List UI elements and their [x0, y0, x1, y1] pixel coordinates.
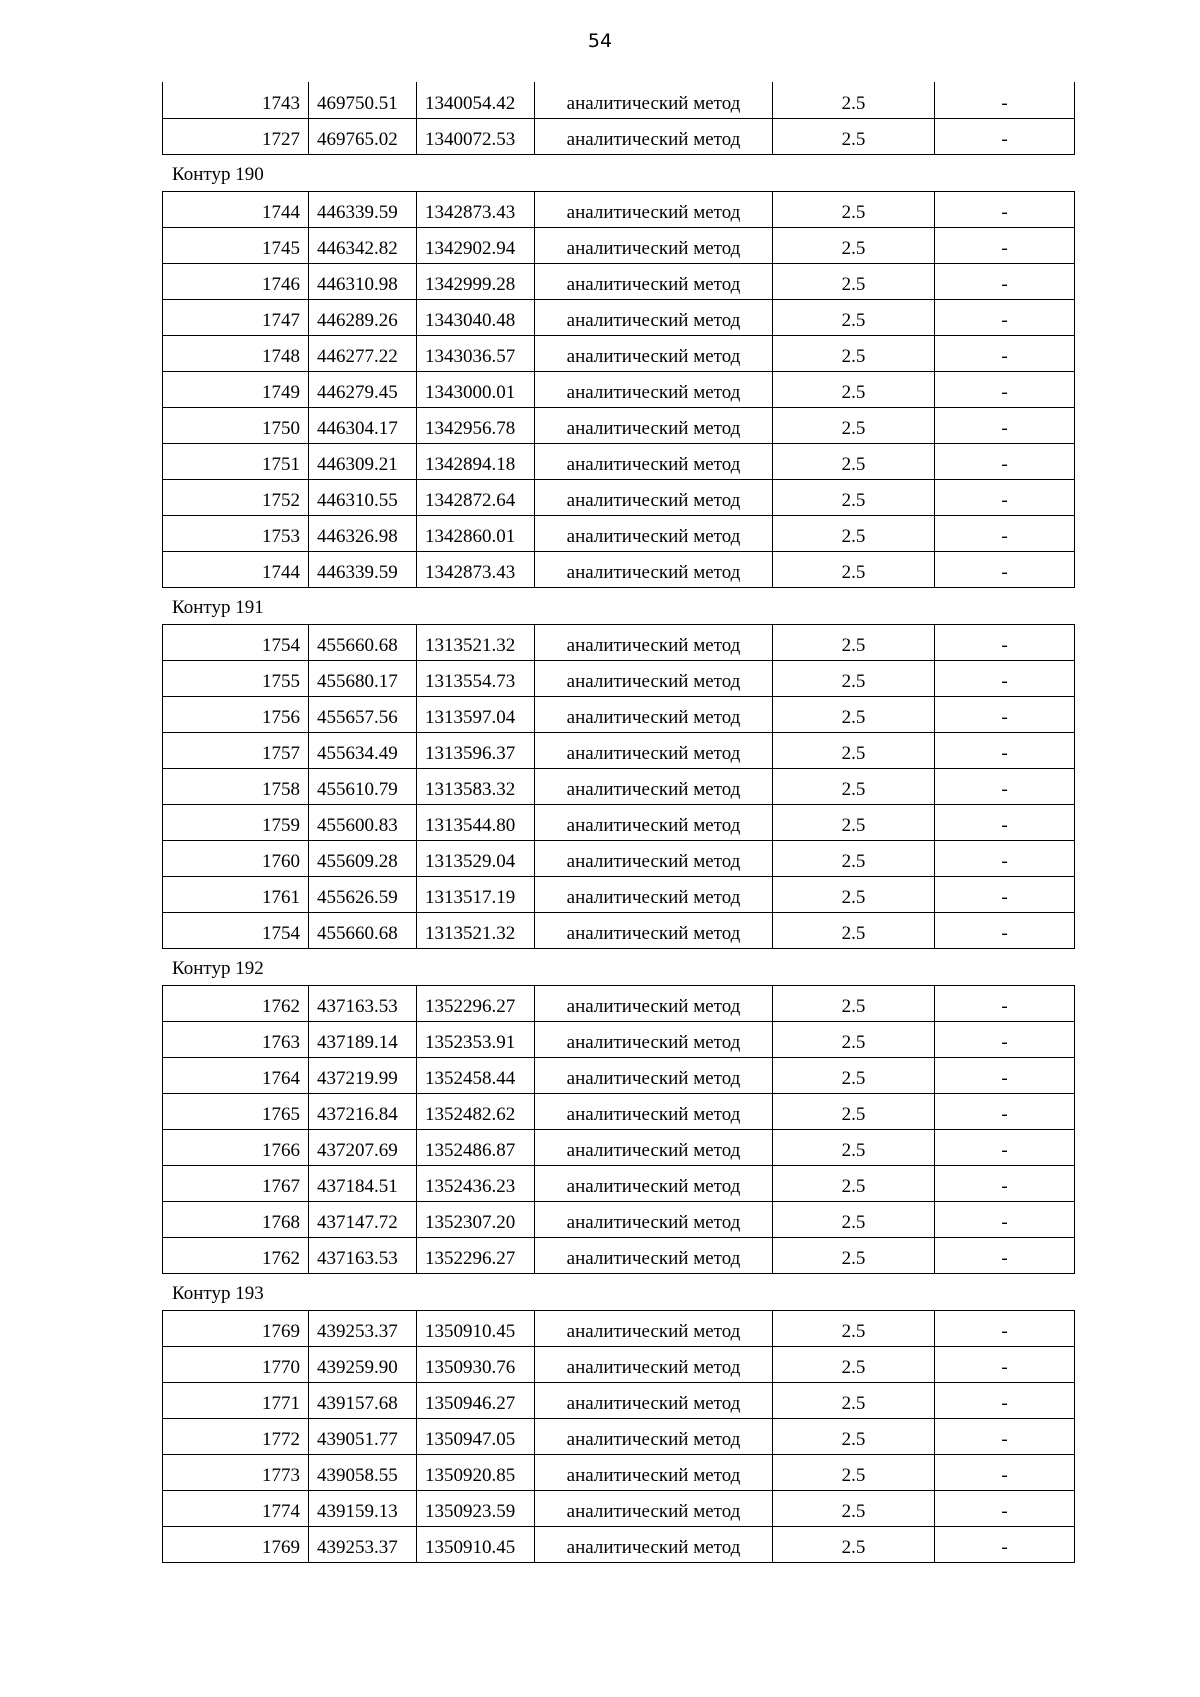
dash-cell: -	[935, 912, 1075, 948]
accuracy-cell: 2.5	[773, 1093, 935, 1129]
point-number-cell: 1764	[163, 1057, 309, 1093]
accuracy-cell: 2.5	[773, 1057, 935, 1093]
dash-cell: -	[935, 1237, 1075, 1273]
point-number-cell: 1745	[163, 227, 309, 263]
point-number-cell: 1772	[163, 1418, 309, 1454]
x-coordinate-cell: 437163.53	[309, 1237, 417, 1273]
x-coordinate-cell: 455626.59	[309, 876, 417, 912]
x-coordinate-cell: 437163.53	[309, 985, 417, 1021]
table-row	[163, 227, 1075, 263]
dash-cell: -	[935, 1346, 1075, 1382]
x-coordinate-cell: 455610.79	[309, 768, 417, 804]
x-coordinate-cell: 446342.82	[309, 227, 417, 263]
table-row	[163, 1201, 1075, 1237]
accuracy-cell: 2.5	[773, 191, 935, 227]
point-number-cell: 1769	[163, 1310, 309, 1346]
coordinates-table	[162, 624, 1075, 949]
dash-cell: -	[935, 263, 1075, 299]
table-row	[163, 768, 1075, 804]
dash-cell: -	[935, 1454, 1075, 1490]
method-cell: аналитический метод	[535, 1129, 773, 1165]
table-row	[163, 912, 1075, 948]
method-cell: аналитический метод	[535, 1346, 773, 1382]
method-cell: аналитический метод	[535, 443, 773, 479]
dash-cell: -	[935, 985, 1075, 1021]
coordinates-table	[162, 985, 1075, 1274]
dash-cell: -	[935, 1526, 1075, 1562]
table-row	[163, 371, 1075, 407]
accuracy-cell: 2.5	[773, 696, 935, 732]
method-cell: аналитический метод	[535, 515, 773, 551]
table-row	[163, 1454, 1075, 1490]
x-coordinate-cell: 437147.72	[309, 1201, 417, 1237]
accuracy-cell: 2.5	[773, 1454, 935, 1490]
y-coordinate-cell: 1342872.64	[417, 479, 535, 515]
x-coordinate-cell: 455609.28	[309, 840, 417, 876]
y-coordinate-cell: 1342873.43	[417, 191, 535, 227]
y-coordinate-cell: 1350947.05	[417, 1418, 535, 1454]
y-coordinate-cell: 1352296.27	[417, 985, 535, 1021]
method-cell: аналитический метод	[535, 840, 773, 876]
method-cell: аналитический метод	[535, 263, 773, 299]
table-row	[163, 263, 1075, 299]
method-cell: аналитический метод	[535, 1382, 773, 1418]
method-cell: аналитический метод	[535, 876, 773, 912]
dash-cell: -	[935, 1129, 1075, 1165]
dash-cell: -	[935, 1057, 1075, 1093]
accuracy-cell: 2.5	[773, 804, 935, 840]
x-coordinate-cell: 446279.45	[309, 371, 417, 407]
y-coordinate-cell: 1342860.01	[417, 515, 535, 551]
y-coordinate-cell: 1350930.76	[417, 1346, 535, 1382]
point-number-cell: 1760	[163, 840, 309, 876]
method-cell: аналитический метод	[535, 479, 773, 515]
y-coordinate-cell: 1350910.45	[417, 1310, 535, 1346]
dash-cell: -	[935, 1093, 1075, 1129]
point-number-cell: 1759	[163, 804, 309, 840]
table-row	[163, 985, 1075, 1021]
y-coordinate-cell: 1342894.18	[417, 443, 535, 479]
x-coordinate-cell: 437189.14	[309, 1021, 417, 1057]
dash-cell: -	[935, 1382, 1075, 1418]
y-coordinate-cell: 1342999.28	[417, 263, 535, 299]
method-cell: аналитический метод	[535, 299, 773, 335]
dash-cell: -	[935, 732, 1075, 768]
method-cell: аналитический метод	[535, 1165, 773, 1201]
x-coordinate-cell: 469750.51	[309, 82, 417, 118]
x-coordinate-cell: 455634.49	[309, 732, 417, 768]
table-row	[163, 660, 1075, 696]
method-cell: аналитический метод	[535, 624, 773, 660]
accuracy-cell: 2.5	[773, 263, 935, 299]
method-cell: аналитический метод	[535, 1490, 773, 1526]
accuracy-cell: 2.5	[773, 732, 935, 768]
y-coordinate-cell: 1340072.53	[417, 118, 535, 154]
accuracy-cell: 2.5	[773, 335, 935, 371]
point-number-cell: 1744	[163, 191, 309, 227]
method-cell: аналитический метод	[535, 696, 773, 732]
y-coordinate-cell: 1352353.91	[417, 1021, 535, 1057]
point-number-cell: 1769	[163, 1526, 309, 1562]
point-number-cell: 1766	[163, 1129, 309, 1165]
accuracy-cell: 2.5	[773, 1129, 935, 1165]
point-number-cell: 1755	[163, 660, 309, 696]
accuracy-cell: 2.5	[773, 1021, 935, 1057]
x-coordinate-cell: 455660.68	[309, 912, 417, 948]
point-number-cell: 1758	[163, 768, 309, 804]
coordinates-table	[162, 1310, 1075, 1563]
y-coordinate-cell: 1313529.04	[417, 840, 535, 876]
dash-cell: -	[935, 876, 1075, 912]
y-coordinate-cell: 1350910.45	[417, 1526, 535, 1562]
point-number-cell: 1752	[163, 479, 309, 515]
dash-cell: -	[935, 371, 1075, 407]
coordinates-table	[162, 82, 1075, 155]
accuracy-cell: 2.5	[773, 1418, 935, 1454]
dash-cell: -	[935, 443, 1075, 479]
accuracy-cell: 2.5	[773, 1382, 935, 1418]
accuracy-cell: 2.5	[773, 1346, 935, 1382]
table-row	[163, 804, 1075, 840]
table-row	[163, 1490, 1075, 1526]
accuracy-cell: 2.5	[773, 227, 935, 263]
y-coordinate-cell: 1350946.27	[417, 1382, 535, 1418]
dash-cell: -	[935, 551, 1075, 587]
point-number-cell: 1753	[163, 515, 309, 551]
accuracy-cell: 2.5	[773, 118, 935, 154]
accuracy-cell: 2.5	[773, 443, 935, 479]
method-cell: аналитический метод	[535, 660, 773, 696]
document-body	[162, 82, 1074, 1563]
accuracy-cell: 2.5	[773, 876, 935, 912]
dash-cell: -	[935, 227, 1075, 263]
method-cell: аналитический метод	[535, 407, 773, 443]
point-number-cell: 1762	[163, 1237, 309, 1273]
table-row	[163, 1237, 1075, 1273]
dash-cell: -	[935, 1165, 1075, 1201]
x-coordinate-cell: 439157.68	[309, 1382, 417, 1418]
dash-cell: -	[935, 1490, 1075, 1526]
accuracy-cell: 2.5	[773, 82, 935, 118]
accuracy-cell: 2.5	[773, 912, 935, 948]
y-coordinate-cell: 1352296.27	[417, 1237, 535, 1273]
dash-cell: -	[935, 515, 1075, 551]
x-coordinate-cell: 437219.99	[309, 1057, 417, 1093]
method-cell: аналитический метод	[535, 1418, 773, 1454]
dash-cell: -	[935, 299, 1075, 335]
accuracy-cell: 2.5	[773, 1201, 935, 1237]
accuracy-cell: 2.5	[773, 768, 935, 804]
point-number-cell: 1747	[163, 299, 309, 335]
accuracy-cell: 2.5	[773, 1237, 935, 1273]
x-coordinate-cell: 455680.17	[309, 660, 417, 696]
method-cell: аналитический метод	[535, 1093, 773, 1129]
accuracy-cell: 2.5	[773, 551, 935, 587]
dash-cell: -	[935, 118, 1075, 154]
method-cell: аналитический метод	[535, 985, 773, 1021]
accuracy-cell: 2.5	[773, 299, 935, 335]
x-coordinate-cell: 437184.51	[309, 1165, 417, 1201]
point-number-cell: 1751	[163, 443, 309, 479]
y-coordinate-cell: 1313596.37	[417, 732, 535, 768]
point-number-cell: 1754	[163, 624, 309, 660]
y-coordinate-cell: 1313517.19	[417, 876, 535, 912]
table-row	[163, 840, 1075, 876]
point-number-cell: 1762	[163, 985, 309, 1021]
method-cell: аналитический метод	[535, 1237, 773, 1273]
accuracy-cell: 2.5	[773, 624, 935, 660]
method-cell: аналитический метод	[535, 1201, 773, 1237]
x-coordinate-cell: 439159.13	[309, 1490, 417, 1526]
y-coordinate-cell: 1352486.87	[417, 1129, 535, 1165]
y-coordinate-cell: 1313554.73	[417, 660, 535, 696]
method-cell: аналитический метод	[535, 82, 773, 118]
table-row	[163, 407, 1075, 443]
dash-cell: -	[935, 335, 1075, 371]
dash-cell: -	[935, 1021, 1075, 1057]
coordinates-table	[162, 191, 1075, 588]
point-number-cell: 1773	[163, 1454, 309, 1490]
table-row	[163, 118, 1075, 154]
method-cell: аналитический метод	[535, 1310, 773, 1346]
y-coordinate-cell: 1352307.20	[417, 1201, 535, 1237]
x-coordinate-cell: 437207.69	[309, 1129, 417, 1165]
point-number-cell: 1743	[163, 82, 309, 118]
method-cell: аналитический метод	[535, 768, 773, 804]
contour-label: Контур 192	[172, 957, 264, 979]
dash-cell: -	[935, 479, 1075, 515]
x-coordinate-cell: 437216.84	[309, 1093, 417, 1129]
table-row	[163, 1310, 1075, 1346]
table-row	[163, 1165, 1075, 1201]
x-coordinate-cell: 455657.56	[309, 696, 417, 732]
x-coordinate-cell: 439253.37	[309, 1310, 417, 1346]
accuracy-cell: 2.5	[773, 1526, 935, 1562]
accuracy-cell: 2.5	[773, 660, 935, 696]
y-coordinate-cell: 1313521.32	[417, 624, 535, 660]
table-row	[163, 191, 1075, 227]
point-number-cell: 1727	[163, 118, 309, 154]
x-coordinate-cell: 455660.68	[309, 624, 417, 660]
method-cell: аналитический метод	[535, 1526, 773, 1562]
y-coordinate-cell: 1352482.62	[417, 1093, 535, 1129]
contour-label: Контур 191	[172, 596, 264, 618]
point-number-cell: 1756	[163, 696, 309, 732]
x-coordinate-cell: 446339.59	[309, 551, 417, 587]
table-row	[163, 1021, 1075, 1057]
accuracy-cell: 2.5	[773, 371, 935, 407]
y-coordinate-cell: 1313521.32	[417, 912, 535, 948]
method-cell: аналитический метод	[535, 732, 773, 768]
method-cell: аналитический метод	[535, 1454, 773, 1490]
x-coordinate-cell: 446310.55	[309, 479, 417, 515]
point-number-cell: 1748	[163, 335, 309, 371]
x-coordinate-cell: 446304.17	[309, 407, 417, 443]
dash-cell: -	[935, 696, 1075, 732]
y-coordinate-cell: 1343036.57	[417, 335, 535, 371]
dash-cell: -	[935, 804, 1075, 840]
dash-cell: -	[935, 1418, 1075, 1454]
point-number-cell: 1749	[163, 371, 309, 407]
point-number-cell: 1771	[163, 1382, 309, 1418]
y-coordinate-cell: 1343000.01	[417, 371, 535, 407]
method-cell: аналитический метод	[535, 1057, 773, 1093]
accuracy-cell: 2.5	[773, 1310, 935, 1346]
y-coordinate-cell: 1350920.85	[417, 1454, 535, 1490]
point-number-cell: 1774	[163, 1490, 309, 1526]
table-row	[163, 335, 1075, 371]
table-row	[163, 876, 1075, 912]
accuracy-cell: 2.5	[773, 515, 935, 551]
y-coordinate-cell: 1313597.04	[417, 696, 535, 732]
accuracy-cell: 2.5	[773, 840, 935, 876]
dash-cell: -	[935, 840, 1075, 876]
x-coordinate-cell: 446326.98	[309, 515, 417, 551]
point-number-cell: 1767	[163, 1165, 309, 1201]
accuracy-cell: 2.5	[773, 479, 935, 515]
table-row	[163, 1129, 1075, 1165]
method-cell: аналитический метод	[535, 804, 773, 840]
x-coordinate-cell: 446289.26	[309, 299, 417, 335]
x-coordinate-cell: 439253.37	[309, 1526, 417, 1562]
point-number-cell: 1768	[163, 1201, 309, 1237]
contour-label: Контур 190	[172, 163, 264, 185]
y-coordinate-cell: 1340054.42	[417, 82, 535, 118]
method-cell: аналитический метод	[535, 118, 773, 154]
x-coordinate-cell: 439259.90	[309, 1346, 417, 1382]
y-coordinate-cell: 1343040.48	[417, 299, 535, 335]
table-row	[163, 1093, 1075, 1129]
point-number-cell: 1750	[163, 407, 309, 443]
dash-cell: -	[935, 1310, 1075, 1346]
y-coordinate-cell: 1352436.23	[417, 1165, 535, 1201]
x-coordinate-cell: 446309.21	[309, 443, 417, 479]
table-row	[163, 1418, 1075, 1454]
table-row	[163, 732, 1075, 768]
method-cell: аналитический метод	[535, 371, 773, 407]
dash-cell: -	[935, 1201, 1075, 1237]
table-row	[163, 624, 1075, 660]
page-number: 54	[587, 30, 613, 52]
table-row	[163, 515, 1075, 551]
method-cell: аналитический метод	[535, 335, 773, 371]
point-number-cell: 1763	[163, 1021, 309, 1057]
y-coordinate-cell: 1313544.80	[417, 804, 535, 840]
method-cell: аналитический метод	[535, 1021, 773, 1057]
x-coordinate-cell: 469765.02	[309, 118, 417, 154]
y-coordinate-cell: 1313583.32	[417, 768, 535, 804]
method-cell: аналитический метод	[535, 227, 773, 263]
table-row	[163, 1346, 1075, 1382]
table-row	[163, 1057, 1075, 1093]
table-row	[163, 479, 1075, 515]
point-number-cell: 1765	[163, 1093, 309, 1129]
point-number-cell: 1770	[163, 1346, 309, 1382]
dash-cell: -	[935, 660, 1075, 696]
table-row	[163, 1526, 1075, 1562]
point-number-cell: 1746	[163, 263, 309, 299]
dash-cell: -	[935, 407, 1075, 443]
y-coordinate-cell: 1342873.43	[417, 551, 535, 587]
point-number-cell: 1757	[163, 732, 309, 768]
dash-cell: -	[935, 191, 1075, 227]
x-coordinate-cell: 439058.55	[309, 1454, 417, 1490]
point-number-cell: 1754	[163, 912, 309, 948]
table-row	[163, 299, 1075, 335]
point-number-cell: 1744	[163, 551, 309, 587]
method-cell: аналитический метод	[535, 191, 773, 227]
accuracy-cell: 2.5	[773, 985, 935, 1021]
point-number-cell: 1761	[163, 876, 309, 912]
method-cell: аналитический метод	[535, 551, 773, 587]
x-coordinate-cell: 446339.59	[309, 191, 417, 227]
table-row	[163, 696, 1075, 732]
accuracy-cell: 2.5	[773, 1490, 935, 1526]
y-coordinate-cell: 1350923.59	[417, 1490, 535, 1526]
x-coordinate-cell: 446277.22	[309, 335, 417, 371]
y-coordinate-cell: 1342902.94	[417, 227, 535, 263]
dash-cell: -	[935, 768, 1075, 804]
table-row	[163, 82, 1075, 118]
x-coordinate-cell: 439051.77	[309, 1418, 417, 1454]
table-row	[163, 551, 1075, 587]
dash-cell: -	[935, 82, 1075, 118]
table-row	[163, 1382, 1075, 1418]
x-coordinate-cell: 446310.98	[309, 263, 417, 299]
dash-cell: -	[935, 624, 1075, 660]
x-coordinate-cell: 455600.83	[309, 804, 417, 840]
table-row	[163, 443, 1075, 479]
y-coordinate-cell: 1352458.44	[417, 1057, 535, 1093]
accuracy-cell: 2.5	[773, 1165, 935, 1201]
contour-label: Контур 193	[172, 1282, 264, 1304]
y-coordinate-cell: 1342956.78	[417, 407, 535, 443]
method-cell: аналитический метод	[535, 912, 773, 948]
accuracy-cell: 2.5	[773, 407, 935, 443]
